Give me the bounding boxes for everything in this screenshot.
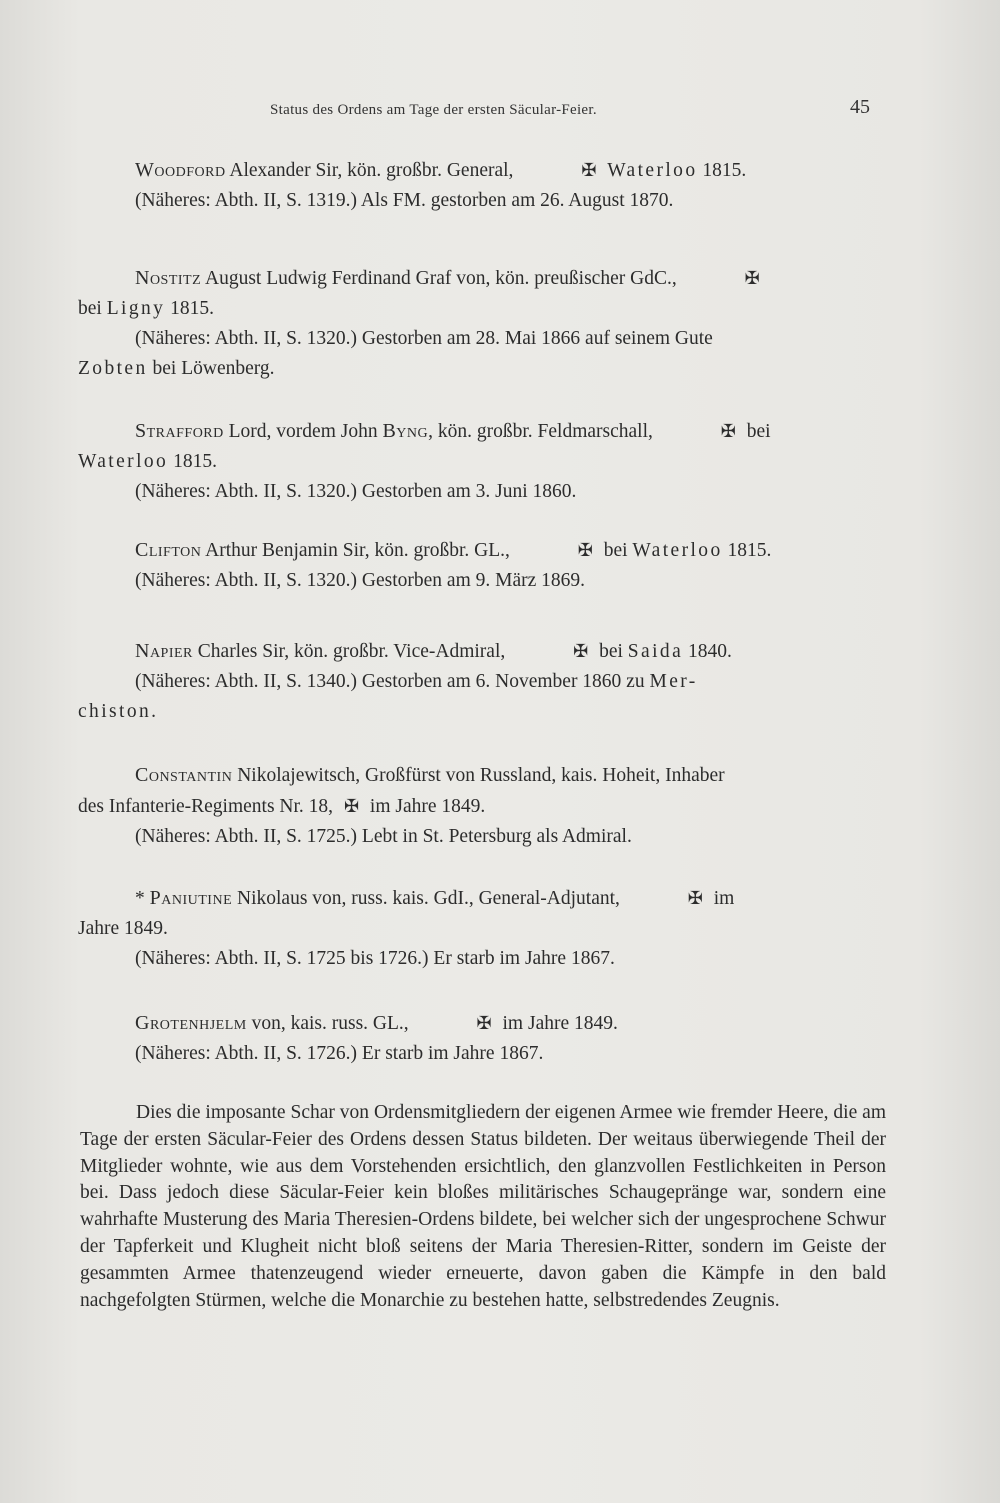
- order-cross-icon: ✠: [687, 888, 703, 908]
- entry-text: bei: [78, 298, 102, 319]
- entry-name: Strafford: [135, 420, 224, 442]
- order-cross-icon: ✠: [343, 796, 360, 816]
- entry-year: im Jahre 1849.: [502, 1013, 618, 1034]
- running-title: Status des Ordens am Tage der ersten Säcular-Feier.: [270, 102, 597, 118]
- entry-year: 1815.: [702, 160, 747, 181]
- entry-name: Paniutine: [149, 887, 233, 909]
- entry-year: 1815.: [170, 298, 215, 319]
- entry-reference: (Näheres: Abth. II, S. 1320.) Gestorben am 9. März 1869.: [135, 570, 586, 591]
- entry-text: August Ludwig Ferdinand Graf von, kön. preußischer GdC.,: [204, 268, 677, 289]
- order-cross-icon: ✠: [744, 268, 760, 288]
- entry-reference: (Näheres: Abth. II, S. 1320.) Gestorben am 3. Juni 1860.: [135, 481, 577, 502]
- entry-clifton: [78, 535, 890, 596]
- entry-year: 1815.: [173, 451, 217, 472]
- entry-paniutine: [78, 883, 890, 974]
- entry-text: Arthur Benjamin Sir, kön. großbr. GL.,: [205, 540, 510, 561]
- entry-year: 1840.: [688, 641, 732, 662]
- entry-nostitz: [78, 263, 890, 384]
- entry-grotenhjelm: [78, 1008, 890, 1069]
- battle-place: Saida: [627, 641, 684, 662]
- entry-text: von, kais. russ. GL.,: [251, 1013, 409, 1034]
- entry-text: bei: [746, 421, 771, 442]
- closing-paragraph: Dies die imposante Schar von Ordensmitgliedern der eigenen Armee wie fremder Heere, die am Tage der ersten Säcular-Feier des Ordens dessen Status bildeten. Der weitaus überwiegende Theil der Mitglieder wohnte, wie aus dem Vorstehenden ersichtlich, den glanzvollen Festlichkeiten in Person bei. Dass jedoch diese Säcular-Feier kein bloßes militärisches Schaugepränge war, sondern eine wahrhafte Musterung des Maria Theresien-Ordens bildete, bei welcher sich der ungesprochene Schwur der Tapferkeit und Klugheit nicht bloß seitens der Maria Theresien-Ritter, sondern im Geiste der gesammten Armee thatenzeugend wieder erneuerte, davon gaben die Kämpfe in den bald nachgefolgten Stürmen, welche die Monarchie zu bestehen hatte, selbstredendes Zeugnis.: [80, 1102, 886, 1311]
- battle-place: Waterloo: [632, 540, 723, 561]
- entry-reference: (Näheres: Abth. II, S. 1340.) Gestorben am 6. November 1860 zu: [135, 671, 645, 692]
- entry-name: Constantin: [135, 764, 233, 786]
- estate-place: Zobten: [78, 358, 148, 379]
- entry-text: Lord, vordem John: [228, 421, 378, 442]
- entry-constantin: [78, 760, 890, 852]
- entry-name: Grotenhjelm: [135, 1012, 247, 1034]
- entry-text: Alexander Sir, kön. großbr. General,: [229, 160, 514, 181]
- entry-napier: [78, 636, 890, 727]
- entry-strafford: [78, 416, 890, 507]
- entry-reference: (Näheres: Abth. II, S. 1726.) Er starb im Jahre 1867.: [135, 1043, 544, 1064]
- order-cross-icon: ✠: [577, 540, 593, 560]
- entry-text: Nikolaus von, russ. kais. GdI., General-Adjutant,: [237, 888, 620, 909]
- entry-name: Nostitz: [135, 267, 202, 289]
- entry-woodford: [78, 155, 890, 216]
- entry-reference: (Näheres: Abth. II, S. 1320.) Gestorben am 28. Mai 1866 auf seinem Gute: [135, 328, 713, 349]
- entry-text: des Infanterie-Regiments Nr. 18,: [78, 796, 334, 817]
- entry-text: bei Löwenberg.: [152, 358, 275, 379]
- entry-reference: (Näheres: Abth. II, S. 1319.) Als FM. gestorben am 26. August 1870.: [135, 190, 674, 211]
- entry-text: bei: [603, 540, 628, 561]
- death-place-continued: chiston.: [78, 701, 159, 722]
- order-cross-icon: ✠: [720, 421, 736, 441]
- order-cross-icon: ✠: [573, 641, 589, 661]
- battle-place: Ligny: [106, 298, 166, 319]
- entry-name-secondary: Byng: [382, 420, 429, 442]
- entry-text: Jahre 1849.: [78, 918, 168, 939]
- order-cross-icon: ✠: [476, 1013, 492, 1033]
- entry-text: bei: [599, 641, 623, 662]
- page-number: 45: [850, 96, 870, 118]
- entry-name: Clifton: [135, 539, 202, 561]
- death-place: Mer-: [649, 671, 698, 692]
- battle-place: Waterloo: [607, 160, 698, 181]
- entry-year: im Jahre 1849.: [369, 796, 486, 817]
- order-cross-icon: ✠: [581, 160, 597, 180]
- entry-text: , kön. großbr. Feldmarschall,: [428, 421, 653, 442]
- entry-name: Napier: [135, 640, 193, 662]
- footnote-asterisk: *: [135, 888, 145, 909]
- entry-text: Nikolajewitsch, Großfürst von Russland, kais. Hoheit, Inhaber: [237, 765, 725, 786]
- battle-place: Waterloo: [78, 451, 169, 472]
- entry-text: im: [713, 888, 735, 909]
- entry-reference: (Näheres: Abth. II, S. 1725.) Lebt in St. Petersburg als Admiral.: [135, 826, 632, 847]
- entry-name: Woodford: [135, 159, 226, 181]
- entry-reference: (Näheres: Abth. II, S. 1725 bis 1726.) Er starb im Jahre 1867.: [135, 948, 615, 969]
- entry-year: 1815.: [727, 540, 772, 561]
- entry-text: Charles Sir, kön. großbr. Vice-Admiral,: [197, 641, 506, 662]
